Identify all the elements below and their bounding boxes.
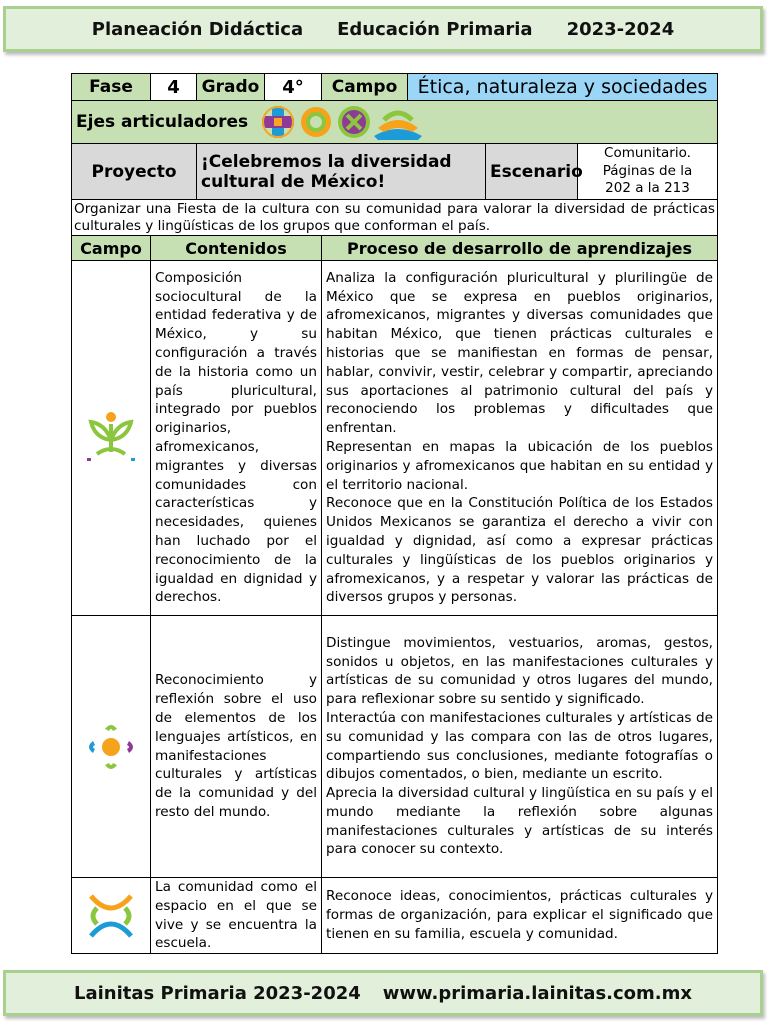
proceso-cell: Reconoce ideas, conocimientos, prácticas culturales y formas de organización, para explicar el significado que tienen en su familia, escuela y comunidad. [322, 878, 718, 954]
proceso-cell: Distingue movimientos, vestuarios, aromas, gestos, sonidos u objetos, en las manifestaciones culturales y artísticas de su comunidad y otros lugares del mundo, para reflexionar sobre su sentido y significado. Interactúa con manifestaciones culturales y artísticas de su comunidad y las compara con las de otros lugares, compartiendo sus conclusiones, mediante fotografías o dibujos comentados, o bien, mediante un escrito. Aprecia la diversidad cultural y lingüística en su país y el mundo mediante la reflexión sobre algunas manifestaciones culturales y artísticas de su interés para conocer su contexto. [322, 616, 718, 878]
comunitario-icon [83, 890, 139, 942]
proceso-cell: Analiza la configuración pluricultural y plurilingüe de México que se expresa en pueblos originarios, afromexicanos, migrantes y diversas comunidades que habitan México, que tienen prácticas culturales e historias que se manifiestan en formas de pensar, hablar, convivir, vestir, celebrar y compartir, apreciando sus aportaciones al patrimonio cultural del país y reconociendo los problemas y dificultades que enfrentan. Representan en mapas la ubicación de los pueblos originarios y afromexicanos que habitan en su entidad y el territorio nacional. Reconoce que en la Constitución Política de los Estados Unidos Mexicanos se garantiza el derecho a vivir con igualdad y dignidad, así como a expresar prácticas culturales y lingüísticas de los pueblos originarios y afromexicanos, y a respetar y valorar las prácticas de diversos grupos y personas. [322, 261, 718, 616]
grado-value: 4° [265, 74, 322, 101]
campo-icon-cell [72, 878, 151, 954]
grado-label: Grado [197, 74, 265, 101]
header-title: Planeación Didáctica [91, 18, 304, 40]
footer-banner [3, 970, 763, 1016]
footer-url[interactable]: www.primaria.lainitas.com.mx [382, 982, 692, 1004]
planeacion-table [71, 73, 718, 954]
campo-icon-cell [72, 616, 151, 878]
header-banner [3, 6, 763, 52]
col-header-campo: Campo [72, 236, 151, 261]
contenido-cell: Composición sociocultural de la entidad federativa y de México, y su configuración a través de la historia como un país pluricultural, integrado por pueblos originarios, afromexicanos, migrantes y diversas comunidades con características y necesidades, quienes han luchado por el reconocimiento de la igualdad en dignidad y derechos. [151, 261, 322, 616]
proyecto-value: ¡Celebremos la diversidad cultural de México! [197, 144, 486, 200]
table-row [72, 878, 718, 954]
col-header-proceso: Proceso de desarrollo de aprendizajes [322, 236, 718, 261]
campo-icon-cell [72, 261, 151, 616]
contenido-cell: Reconocimiento y reflexión sobre el uso de elementos de los lenguajes artísticos, en manifestaciones culturales y artísticas de la comunidad y del resto del mundo. [151, 616, 322, 878]
lenguajes-icon [83, 717, 139, 777]
ejes-row [72, 101, 718, 144]
fase-label: Fase [72, 74, 151, 101]
header-year: 2023-2024 [566, 18, 675, 40]
header-level: Educación Primaria [337, 18, 533, 40]
escenario-value: Comunitario. Páginas de la 202 a la 213 [578, 144, 718, 200]
proyecto-label: Proyecto [72, 144, 197, 200]
ejes-label: Ejes articuladores [76, 112, 249, 132]
contenido-cell: La comunidad como el espacio en el que se vive y se encuentra la escuela. [151, 878, 322, 954]
table-row [72, 261, 718, 616]
objective-text: Organizar una Fiesta de la cultura con su comunidad para valorar la diversidad de prácticas culturales y lingüísticas de los grupos que conforman el país. [72, 200, 718, 236]
campo-value: Ética, naturaleza y sociedades [408, 74, 718, 101]
saberes-icon [83, 408, 139, 468]
escenario-label: Escenario [486, 144, 578, 200]
col-header-contenidos: Contenidos [151, 236, 322, 261]
fase-value: 4 [151, 74, 197, 101]
table-row [72, 616, 718, 878]
ejes-articuladores-icons [258, 102, 438, 142]
campo-label: Campo [322, 74, 408, 101]
footer-site-name: Lainitas Primaria 2023-2024 [74, 982, 361, 1004]
